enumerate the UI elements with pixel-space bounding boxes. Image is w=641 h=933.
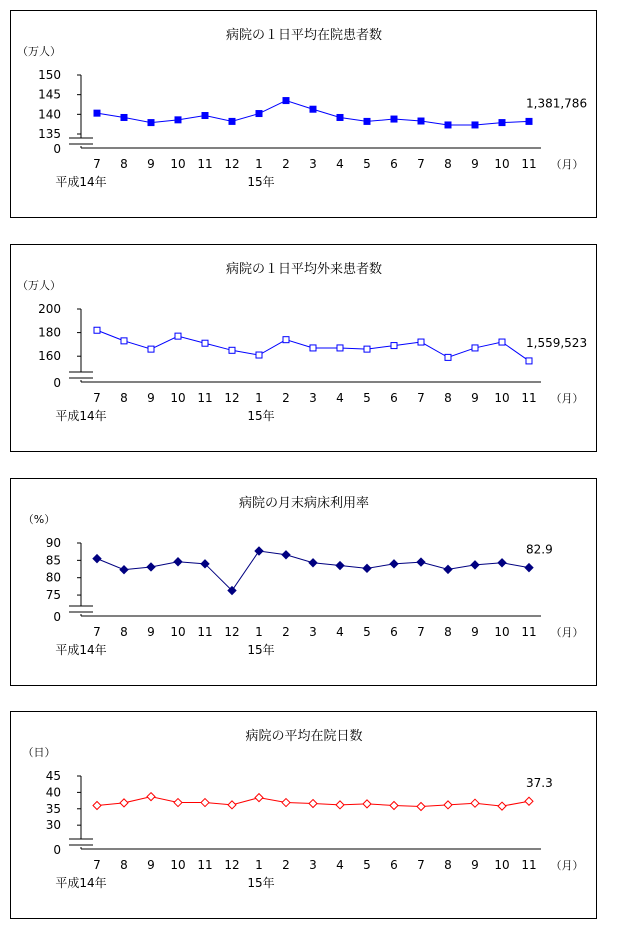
data-point (174, 558, 182, 566)
y-tick-label: 45 (45, 769, 61, 783)
year-label: 平成14年 (55, 876, 107, 890)
data-point (472, 345, 478, 351)
year-label: 15年 (247, 876, 275, 890)
data-point (256, 111, 262, 117)
data-point (418, 118, 424, 124)
x-tick-label: 8 (120, 858, 128, 872)
data-point (310, 106, 316, 112)
data-point (444, 565, 452, 573)
chart-svg (11, 11, 598, 219)
x-tick-label: 10 (494, 157, 510, 171)
data-point (94, 110, 100, 116)
data-point (445, 122, 451, 128)
x-tick-label: 6 (390, 625, 398, 639)
x-tick-label: 4 (336, 625, 344, 639)
x-tick-label: 9 (147, 157, 155, 171)
x-tick-label: 9 (147, 858, 155, 872)
x-tick-label: 11 (197, 625, 213, 639)
data-label-latest: 37.3 (526, 776, 553, 791)
data-point (498, 802, 506, 810)
x-tick-label: 10 (170, 157, 186, 171)
x-tick-label: 5 (363, 391, 371, 405)
data-point (525, 564, 533, 572)
x-tick-label: 10 (494, 858, 510, 872)
x-tick-label: 12 (224, 157, 240, 171)
x-tick-label: 3 (309, 625, 317, 639)
x-tick-label: 9 (471, 625, 479, 639)
series-line (97, 551, 529, 591)
data-point (417, 558, 425, 566)
x-tick-label: 2 (282, 391, 290, 405)
data-point (256, 352, 262, 358)
y-axis-label: （%） (22, 513, 56, 526)
year-label: 15年 (247, 409, 275, 423)
y-tick-label: 160 (38, 349, 61, 364)
data-point (471, 561, 479, 569)
y-tick-label: 140 (38, 107, 61, 122)
x-tick-label: 12 (224, 391, 240, 405)
x-tick-label: 11 (197, 157, 213, 171)
x-tick-label: 11 (521, 391, 537, 405)
data-point (364, 346, 370, 352)
data-point (526, 118, 532, 124)
x-tick-label: 1 (255, 858, 263, 872)
data-point (309, 800, 317, 808)
chart-title: 病院の平均在院日数 (245, 729, 363, 744)
data-point (120, 799, 128, 807)
x-tick-label: 10 (170, 625, 186, 639)
y-tick-label: 35 (45, 801, 61, 816)
data-label-latest: 1,381,786 (526, 96, 588, 111)
data-point (309, 559, 317, 567)
data-point (363, 564, 371, 572)
data-point (121, 338, 127, 344)
x-tick-label: 6 (390, 391, 398, 405)
x-tick-label: 4 (336, 157, 344, 171)
x-tick-label: 8 (120, 625, 128, 639)
x-tick-label: 1 (255, 625, 263, 639)
x-tick-label: 2 (282, 858, 290, 872)
data-point (363, 800, 371, 808)
series-line (97, 101, 529, 125)
y-tick-label: 90 (45, 536, 61, 550)
data-point (202, 340, 208, 346)
chart-svg (11, 245, 598, 453)
data-point (282, 551, 290, 559)
y-axis-label: （万人） (17, 279, 61, 292)
data-point (255, 794, 263, 802)
x-tick-label: 7 (93, 391, 101, 405)
x-tick-label: 8 (444, 625, 452, 639)
chart-panel-inpatients (10, 10, 597, 218)
data-label-latest: 1,559,523 (526, 335, 588, 350)
year-label: 平成14年 (55, 409, 107, 423)
chart-svg (11, 712, 598, 920)
year-label: 15年 (247, 175, 275, 189)
x-axis-unit: （月） (550, 626, 584, 639)
y-tick-label-zero: 0 (53, 142, 61, 156)
data-point (147, 563, 155, 571)
x-tick-label: 12 (224, 858, 240, 872)
x-tick-label: 9 (147, 625, 155, 639)
data-point (391, 343, 397, 349)
data-point (310, 345, 316, 351)
data-point (390, 560, 398, 568)
year-label: 15年 (247, 643, 275, 657)
data-point (445, 354, 451, 360)
data-point (148, 120, 154, 126)
chart-svg (11, 479, 598, 687)
y-tick-label: 75 (45, 588, 61, 603)
y-tick-label: 150 (38, 68, 61, 82)
y-axis-label: （日） (22, 746, 56, 759)
data-point (229, 347, 235, 353)
x-tick-label: 12 (224, 625, 240, 639)
x-tick-label: 5 (363, 858, 371, 872)
x-tick-label: 3 (309, 391, 317, 405)
x-axis-unit: （月） (550, 158, 584, 171)
x-axis-unit: （月） (550, 859, 584, 872)
year-label: 平成14年 (55, 643, 107, 657)
y-tick-label: 85 (45, 553, 61, 568)
y-tick-label-zero: 0 (53, 376, 61, 390)
data-point (93, 555, 101, 563)
x-tick-label: 11 (521, 858, 537, 872)
data-point (525, 797, 533, 805)
x-tick-label: 11 (197, 858, 213, 872)
data-point (283, 98, 289, 104)
data-point (94, 327, 100, 333)
data-point (229, 118, 235, 124)
x-tick-label: 7 (417, 157, 425, 171)
x-tick-label: 7 (93, 858, 101, 872)
x-tick-label: 9 (471, 157, 479, 171)
data-point (282, 799, 290, 807)
data-point (175, 117, 181, 123)
x-tick-label: 10 (494, 391, 510, 405)
x-tick-label: 7 (417, 391, 425, 405)
data-point (336, 801, 344, 809)
y-tick-label: 80 (45, 570, 61, 585)
chart-title: 病院の１日平均在院患者数 (225, 28, 383, 43)
x-tick-label: 11 (197, 391, 213, 405)
x-tick-label: 3 (309, 858, 317, 872)
x-axis-unit: （月） (550, 392, 584, 405)
x-tick-label: 5 (363, 625, 371, 639)
x-tick-label: 7 (93, 625, 101, 639)
y-tick-label-zero: 0 (53, 610, 61, 624)
data-point (201, 799, 209, 807)
y-tick-label: 30 (45, 818, 61, 833)
data-point (417, 802, 425, 810)
data-point (444, 801, 452, 809)
x-tick-label: 1 (255, 157, 263, 171)
x-tick-label: 3 (309, 157, 317, 171)
x-tick-label: 7 (93, 157, 101, 171)
x-tick-label: 7 (417, 858, 425, 872)
x-tick-label: 11 (521, 157, 537, 171)
y-tick-label-zero: 0 (53, 843, 61, 857)
data-point (471, 799, 479, 807)
chart-panel-outpatients (10, 244, 597, 452)
x-tick-label: 9 (147, 391, 155, 405)
data-point (526, 358, 532, 364)
x-tick-label: 9 (471, 391, 479, 405)
chart-panel-bed-utilization (10, 478, 597, 686)
data-point (391, 116, 397, 122)
chart-panel-avg-stay (10, 711, 597, 919)
data-point (390, 802, 398, 810)
data-point (121, 114, 127, 120)
x-tick-label: 2 (282, 625, 290, 639)
y-tick-label: 180 (38, 325, 61, 340)
x-tick-label: 7 (417, 625, 425, 639)
x-tick-label: 8 (120, 157, 128, 171)
x-tick-label: 11 (521, 625, 537, 639)
data-point (283, 337, 289, 343)
x-tick-label: 2 (282, 157, 290, 171)
data-point (93, 802, 101, 810)
x-tick-label: 10 (494, 625, 510, 639)
x-tick-label: 4 (336, 858, 344, 872)
data-point (472, 122, 478, 128)
data-point (255, 547, 263, 555)
x-tick-label: 1 (255, 391, 263, 405)
y-tick-label: 145 (38, 87, 61, 102)
x-tick-label: 8 (120, 391, 128, 405)
data-point (499, 339, 505, 345)
data-point (499, 120, 505, 126)
data-point (202, 113, 208, 119)
year-label: 平成14年 (55, 175, 107, 189)
y-axis-label: （万人） (17, 45, 61, 58)
data-point (337, 345, 343, 351)
y-tick-label: 40 (45, 785, 61, 800)
y-tick-label: 200 (38, 302, 61, 316)
y-tick-label: 135 (38, 127, 61, 141)
data-point (174, 799, 182, 807)
data-label-latest: 82.9 (526, 542, 553, 557)
x-tick-label: 6 (390, 858, 398, 872)
data-point (175, 333, 181, 339)
data-point (364, 118, 370, 124)
data-point (148, 346, 154, 352)
x-tick-label: 4 (336, 391, 344, 405)
data-point (120, 566, 128, 574)
data-point (498, 559, 506, 567)
x-tick-label: 8 (444, 858, 452, 872)
x-tick-label: 8 (444, 157, 452, 171)
chart-title: 病院の１日平均外来患者数 (225, 262, 383, 277)
x-tick-label: 10 (170, 391, 186, 405)
x-tick-label: 10 (170, 858, 186, 872)
x-tick-label: 8 (444, 391, 452, 405)
chart-title: 病院の月末病床利用率 (238, 496, 370, 511)
data-point (228, 801, 236, 809)
x-tick-label: 6 (390, 157, 398, 171)
data-point (336, 562, 344, 570)
data-point (147, 793, 155, 801)
x-tick-label: 9 (471, 858, 479, 872)
data-point (418, 339, 424, 345)
data-point (337, 114, 343, 120)
x-tick-label: 5 (363, 157, 371, 171)
